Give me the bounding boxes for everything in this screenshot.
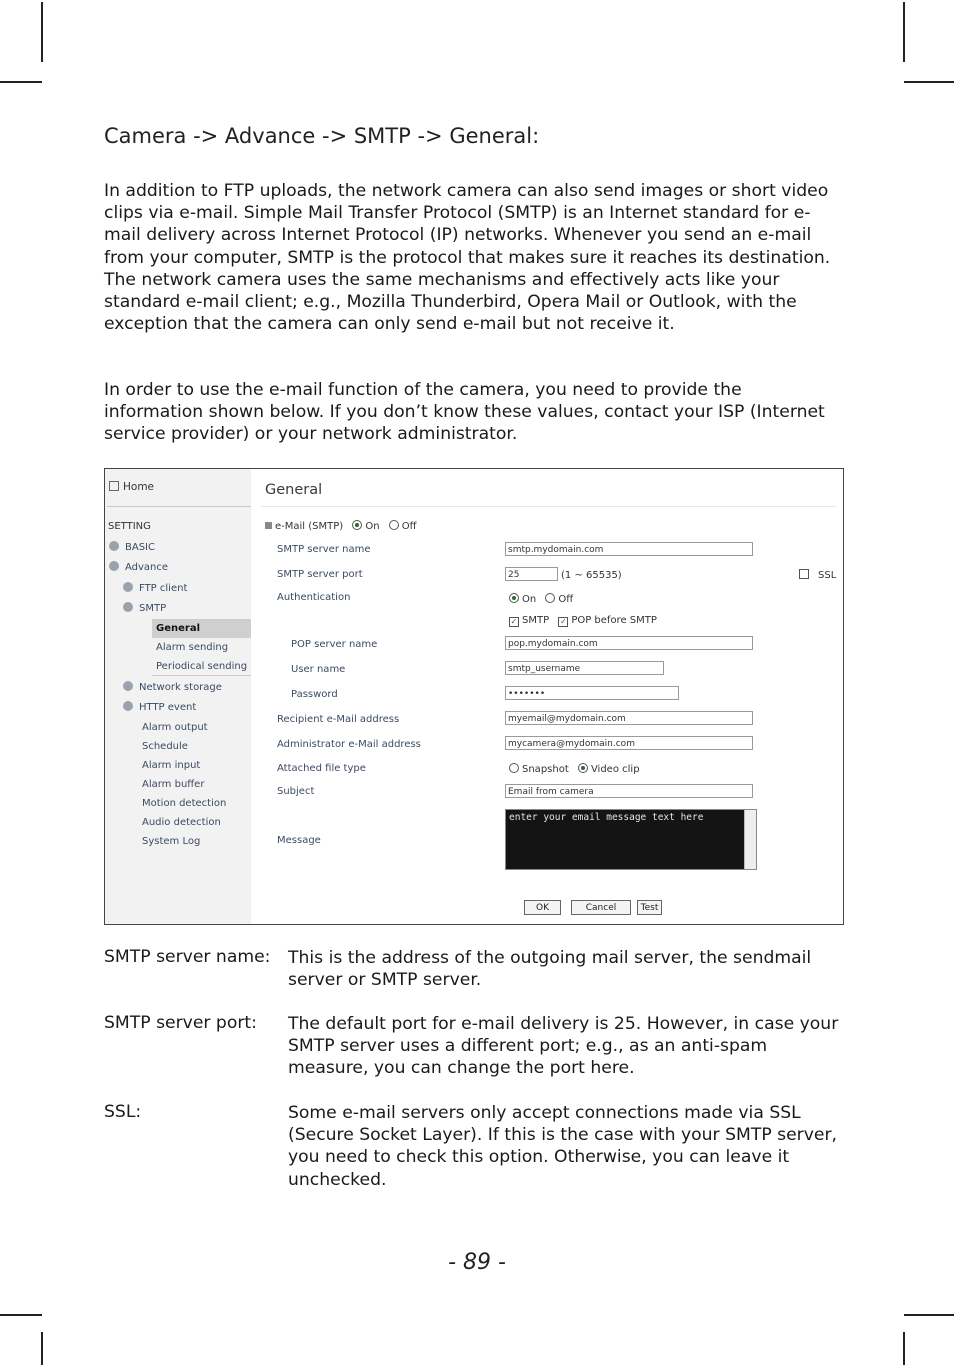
- authentication-label: Authentication: [277, 592, 351, 603]
- sidebar-item-smtp[interactable]: SMTP: [123, 602, 166, 614]
- auth-methods: ✓ SMTP ✓ POP before SMTP: [510, 615, 657, 626]
- definition-term: SMTP server name:: [104, 947, 271, 967]
- crop-mark: [41, 1332, 43, 1365]
- definition-term: SMTP server port:: [104, 1013, 257, 1033]
- sidebar-item-alarm-sending[interactable]: Alarm sending: [156, 642, 229, 653]
- email-on-radio[interactable]: [352, 520, 362, 530]
- administrator-email-label: Administrator e-Mail address: [277, 739, 421, 750]
- definition-text: This is the address of the outgoing mail server, the sendmail server or SMTP server.: [288, 948, 812, 991]
- smtp-server-port-label: SMTP server port: [277, 569, 363, 580]
- pop-before-smtp-checkbox[interactable]: ✓: [559, 617, 567, 626]
- sidebar-item-advance[interactable]: Advance: [109, 561, 168, 573]
- sidebar-item-alarm-input[interactable]: Alarm input: [142, 760, 201, 771]
- page-heading: Camera -> Advance -> SMTP -> General:: [104, 124, 540, 148]
- panel-title: General: [265, 482, 323, 498]
- title-divider: [261, 506, 836, 507]
- sidebar-item-alarm-output[interactable]: Alarm output: [142, 722, 208, 733]
- sidebar-item-periodical-sending[interactable]: Periodical sending: [156, 661, 248, 672]
- cancel-button[interactable]: Cancel: [571, 900, 631, 915]
- sidebar-divider: [152, 675, 251, 676]
- instruction-paragraph: In order to use the e-mail function of the camera, you need to provide the information shown below. If you don’t know these values, contact your ISP (Internet service provider) or your network administrator.: [104, 380, 825, 445]
- crop-mark: [904, 1314, 954, 1316]
- section-icon: [265, 522, 272, 529]
- crop-mark: [0, 1314, 42, 1316]
- ssl-option: SSL: [799, 569, 836, 581]
- user-name-label: User name: [291, 664, 346, 675]
- expand-arrow-icon: [109, 561, 119, 571]
- email-smtp-toggle: e-Mail (SMTP) On Off: [265, 520, 417, 532]
- ssl-checkbox[interactable]: [799, 569, 809, 579]
- expand-arrow-icon: [109, 541, 119, 551]
- user-name-input[interactable]: smtp_username: [505, 661, 664, 675]
- smtp-server-name-label: SMTP server name: [277, 544, 371, 555]
- recipient-email-label: Recipient e-Mail address: [277, 714, 400, 725]
- pop-server-name-label: POP server name: [291, 639, 378, 650]
- subject-input[interactable]: Email from camera: [505, 784, 753, 798]
- smtp-server-name-input[interactable]: smtp.mydomain.com: [505, 542, 753, 556]
- test-button[interactable]: Test: [637, 900, 662, 915]
- crop-mark: [903, 1332, 905, 1365]
- expand-arrow-icon: [123, 582, 133, 592]
- intro-paragraph: In addition to FTP uploads, the network camera can also send images or short video clips via e-mail. Simple Mail Transfer Protocol (SMTP) is an Internet standard for e-mail delivery across Internet Protocol (IP) networks. Whenever you send an e-mail from your computer, SMTP is the protocol that makes sure it reaches its destination. The network camera uses the same mechanisms and effectively acts like your standard e-mail client; e.g., Mozilla Thunderbird, Opera Mail or Outlook, with the exception that the camera can only send e-mail but not receive it.: [104, 181, 831, 335]
- smtp-settings-screenshot: [104, 468, 844, 925]
- email-off-radio[interactable]: [389, 520, 399, 530]
- pop-server-name-input[interactable]: pop.mydomain.com: [505, 636, 753, 650]
- sidebar-item-schedule[interactable]: Schedule: [142, 741, 188, 752]
- definition-text: Some e-mail servers only accept connections made via SSL (Secure Socket Layer). If this is the case with your SMTP server, you need to check this option. Otherwise, you can leave it unchecked.: [288, 1103, 838, 1190]
- auth-off-radio[interactable]: [545, 593, 555, 603]
- sidebar-item-http-event[interactable]: HTTP event: [123, 701, 196, 713]
- expand-arrow-icon: [123, 701, 133, 711]
- crop-mark: [41, 2, 43, 62]
- snapshot-radio[interactable]: [509, 763, 519, 773]
- definition-text: The default port for e-mail delivery is 25. However, in case your SMTP server uses a different port; e.g., as an anti-spam measure, you can change the port here.: [288, 1014, 839, 1079]
- subject-label: Subject: [277, 786, 315, 797]
- attached-file-type-label: Attached file type: [277, 763, 366, 774]
- ok-button[interactable]: OK: [524, 900, 561, 915]
- administrator-email-input[interactable]: mycamera@mydomain.com: [505, 736, 753, 750]
- home-icon: [109, 481, 119, 491]
- sidebar-item-motion-detection[interactable]: Motion detection: [142, 798, 227, 809]
- crop-mark: [904, 81, 954, 83]
- expand-arrow-icon: [123, 681, 133, 691]
- recipient-email-input[interactable]: myemail@mydomain.com: [505, 711, 753, 725]
- sidebar-item-ftp-client[interactable]: FTP client: [123, 582, 187, 594]
- settings-sidebar: [105, 469, 251, 924]
- sidebar-home[interactable]: Home: [109, 481, 154, 493]
- sidebar-setting-heading: SETTING: [108, 521, 151, 532]
- authentication-toggle: On Off: [509, 593, 573, 605]
- sidebar-divider: [107, 506, 251, 507]
- crop-mark: [0, 81, 42, 83]
- port-range-hint: (1 ~ 65535): [561, 570, 622, 581]
- attached-file-type-toggle: Snapshot Video clip: [509, 763, 640, 775]
- message-label: Message: [277, 835, 321, 846]
- definition-term: SSL:: [104, 1102, 142, 1122]
- sidebar-item-general[interactable]: General: [156, 623, 200, 634]
- sidebar-item-network-storage[interactable]: Network storage: [123, 681, 222, 693]
- page-number: - 89 -: [448, 1250, 506, 1275]
- password-label: Password: [291, 689, 338, 700]
- message-text: enter your email message text here: [509, 812, 704, 823]
- video-clip-radio[interactable]: [578, 763, 588, 773]
- password-input[interactable]: •••••••: [505, 686, 679, 700]
- expand-arrow-icon: [123, 602, 133, 612]
- sidebar-item-system-log[interactable]: System Log: [142, 836, 201, 847]
- crop-mark: [903, 2, 905, 62]
- message-textarea[interactable]: [505, 809, 757, 870]
- message-scrollbar[interactable]: [744, 810, 756, 869]
- sidebar-item-audio-detection[interactable]: Audio detection: [142, 817, 221, 828]
- auth-on-radio[interactable]: [509, 593, 519, 603]
- sidebar-item-basic[interactable]: BASIC: [109, 541, 155, 553]
- smtp-server-port-input[interactable]: 25: [505, 567, 558, 581]
- smtp-auth-checkbox[interactable]: ✓: [510, 617, 518, 626]
- sidebar-item-alarm-buffer[interactable]: Alarm buffer: [142, 779, 205, 790]
